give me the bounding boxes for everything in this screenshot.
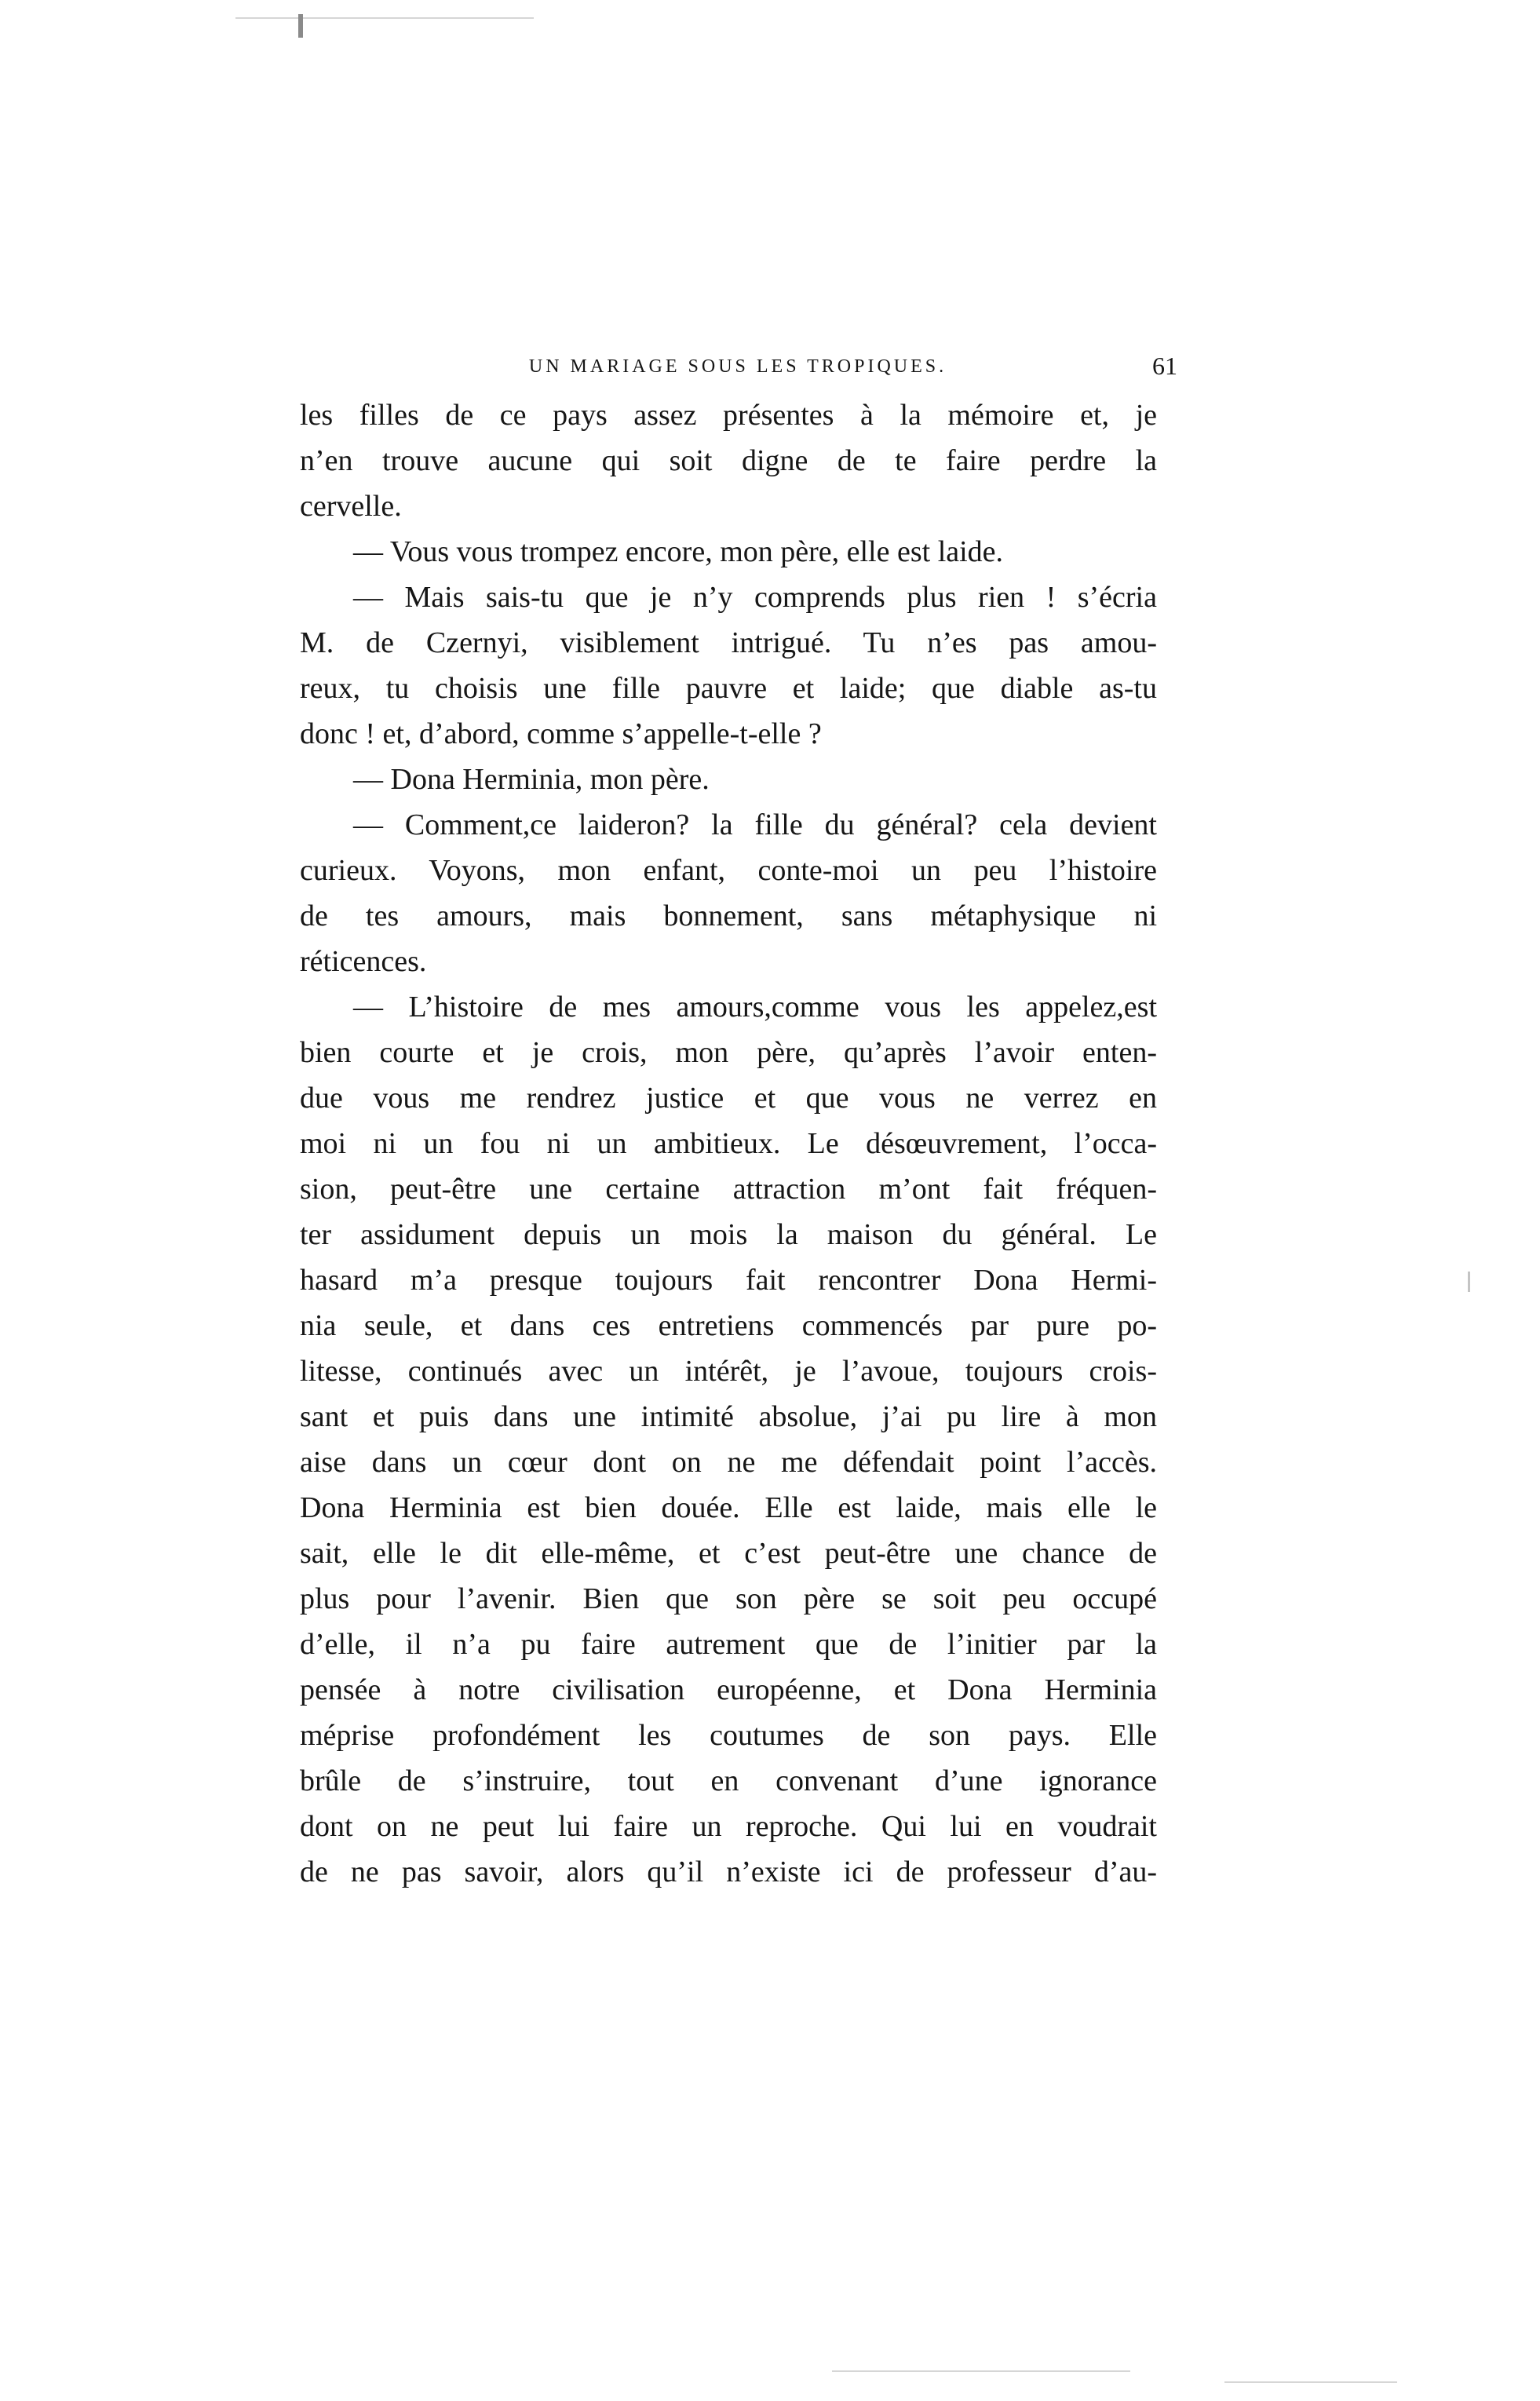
text-line: Dona Herminia est bien douée. Elle est laide, mais elle le [300, 1491, 1157, 1524]
text-line: ter assidument depuis un mois la maison du général. Le [300, 1218, 1157, 1251]
text-line: moi ni un fou ni un ambitieux. Le désœuvrement, l’occa- [300, 1127, 1157, 1160]
text-line: sait, elle le dit elle-même, et c’est peut-être une chance de [300, 1537, 1157, 1570]
text-line: reux, tu choisis une fille pauvre et laide; que diable as-tu [300, 672, 1157, 705]
text-line: donc ! et, d’abord, comme s’appelle-t-elle ? [300, 717, 822, 750]
text-line: méprise profondément les coutumes de son pays. Elle [300, 1719, 1157, 1752]
text-line: litesse, continués avec un intérêt, je l’avoue, toujours crois- [300, 1355, 1157, 1388]
text-line: bien courte et je crois, mon père, qu’après l’avoir enten- [300, 1036, 1157, 1069]
text-line: cervelle. [300, 490, 402, 523]
scan-mark [832, 2370, 1130, 2372]
body-text [300, 392, 1157, 1895]
text-line: — L’histoire de mes amours,comme vous les appelez,est [353, 991, 1157, 1024]
text-line: n’en trouve aucune qui soit digne de te faire perdre la [300, 444, 1157, 477]
scan-mark [1468, 1272, 1470, 1292]
page-number: 61 [1152, 352, 1177, 380]
text-line: aise dans un cœur dont on ne me défendait point l’accès. [300, 1446, 1157, 1479]
scan-mark [235, 17, 534, 19]
running-title: UN MARIAGE SOUS LES TROPIQUES. [528, 356, 947, 377]
text-line: — Comment,ce laideron? la fille du général? cela devient [353, 808, 1157, 841]
text-line: M. de Czernyi, visiblement intrigué. Tu n’es pas amou- [300, 626, 1157, 659]
text-line: — Vous vous trompez encore, mon père, elle est laide. [353, 535, 1004, 568]
text-line: de tes amours, mais bonnement, sans métaphysique ni [300, 899, 1157, 932]
text-line: brûle de s’instruire, tout en convenant d’une ignorance [300, 1764, 1157, 1797]
text-line: pensée à notre civilisation européenne, et Dona Herminia [300, 1673, 1157, 1706]
text-line: — Dona Herminia, mon père. [353, 763, 710, 796]
text-line: — Mais sais-tu que je n’y comprends plus rien ! s’écria [353, 581, 1157, 614]
text-line: plus pour l’avenir. Bien que son père se soit peu occupé [300, 1582, 1157, 1615]
scan-mark [1224, 2381, 1397, 2383]
text-line: les filles de ce pays assez présentes à la mémoire et, je [300, 399, 1157, 432]
text-line: curieux. Voyons, mon enfant, conte-moi un peu l’histoire [300, 854, 1157, 887]
text-line: réticences. [300, 945, 427, 978]
text-line: hasard m’a presque toujours fait rencontrer Dona Hermi- [300, 1264, 1157, 1297]
text-line: d’elle, il n’a pu faire autrement que de l’initier par la [300, 1628, 1157, 1661]
text-line: de ne pas savoir, alors qu’il n’existe ici de professeur d’au- [300, 1855, 1157, 1888]
text-line: sant et puis dans une intimité absolue, j’ai pu lire à mon [300, 1400, 1157, 1433]
text-line: sion, peut-être une certaine attraction m’ont fait fréquen- [300, 1173, 1157, 1206]
text-line: due vous me rendrez justice et que vous ne verrez en [300, 1082, 1157, 1115]
text-line: nia seule, et dans ces entretiens commencés par pure po- [300, 1309, 1157, 1342]
text-line: dont on ne peut lui faire un reproche. Qui lui en voudrait [300, 1810, 1157, 1843]
running-head [298, 352, 1177, 383]
